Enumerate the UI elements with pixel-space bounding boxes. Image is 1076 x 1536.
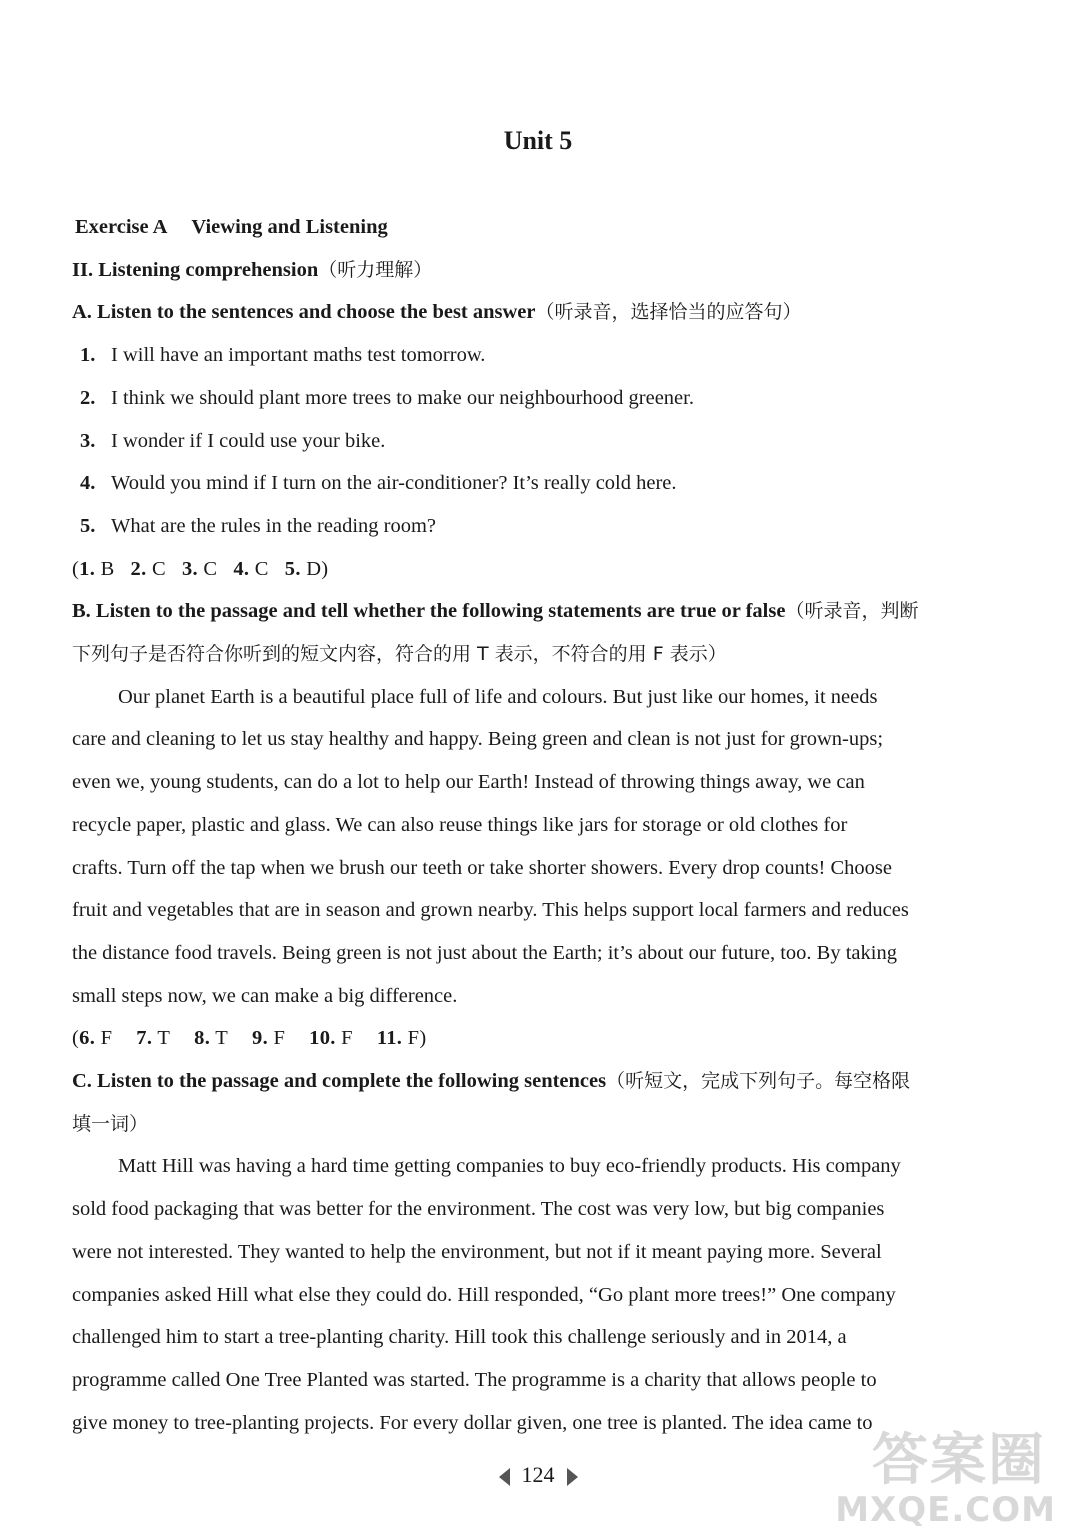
list-item	[72, 334, 1028, 377]
part-c-title: C. Listen to the passage and complete the following sentences	[72, 1070, 607, 1093]
exercise-label: Exercise A	[75, 216, 168, 238]
passage-line: fruit and vegetables that are in season and grown nearby. This helps support local farmers and reduces	[72, 899, 909, 922]
item-text: I wonder if I could use your bike.	[111, 429, 386, 452]
passage-line: were not interested. They wanted to help the environment, but not if it meant paying more. Several	[72, 1240, 882, 1263]
part-c-title-cn-1: （听短文，完成下列句子。每空格限	[606, 1070, 911, 1093]
list-item	[72, 377, 1028, 420]
part-b-passage	[72, 676, 1028, 1018]
part-b-title-cn-1: （听录音，判断	[785, 600, 919, 623]
passage-line: give money to tree-planting projects. For every dollar given, one tree is planted. The idea came to	[72, 1411, 873, 1434]
passage-line: the distance food travels. Being green is not just about the Earth; it’s about our future, too. By taking	[72, 941, 897, 964]
exercise-title: Viewing and Listening	[191, 216, 388, 238]
watermark-logo	[835, 1410, 1056, 1530]
part-a-answers: (1. B 2. C 3. C 4. C 5. D)	[72, 557, 329, 580]
part-c-title-cn-2: 填一词）	[72, 1112, 149, 1135]
passage-line: crafts. Turn off the tap when we brush our teeth or take shorter showers. Every drop counts! Choose	[72, 856, 893, 879]
prev-page-icon	[499, 1468, 510, 1486]
passage-line: recycle paper, plastic and glass. We can also reuse things like jars for storage or old clothes for	[72, 813, 848, 836]
list-item	[72, 505, 1028, 548]
exercise-heading	[72, 206, 1028, 249]
page-content	[72, 206, 1028, 1444]
passage-line: Matt Hill was having a hard time getting companies to buy eco-friendly products. His company	[118, 1155, 901, 1178]
part-a-title-cn: （听录音，选择恰当的应答句）	[535, 301, 802, 324]
passage-line: sold food packaging that was better for the environment. The cost was very low, but big companies	[72, 1198, 885, 1221]
passage-line: companies asked Hill what else they could do. Hill responded, “Go plant more trees!” One company	[72, 1283, 896, 1306]
passage-line: care and cleaning to let us stay healthy and happy. Being green and clean is not just for grown-ups;	[72, 728, 884, 751]
passage-line: small steps now, we can make a big difference.	[72, 984, 458, 1007]
page-number-text: 124	[521, 1462, 555, 1487]
item-number: 3.	[80, 429, 96, 452]
item-number: 5.	[80, 514, 96, 537]
item-number: 2.	[80, 386, 96, 409]
unit-title: Unit 5	[503, 126, 573, 155]
section-ii-title-cn: （听力理解）	[318, 258, 433, 281]
part-c-heading	[72, 1060, 1028, 1103]
item-number: 4.	[80, 472, 96, 495]
passage-line: even we, young students, can do a lot to help our Earth! Instead of throwing things away, we can	[72, 771, 865, 794]
item-number: 1.	[80, 344, 96, 367]
passage-line: programme called One Tree Planted was started. The programme is a charity that allows people to	[72, 1368, 877, 1391]
part-a-heading	[72, 291, 1028, 334]
part-b-heading	[72, 590, 1028, 633]
section-ii-title: II. Listening comprehension	[72, 258, 319, 281]
list-item	[72, 420, 1028, 463]
item-text: I will have an important maths test tomorrow.	[111, 344, 486, 367]
next-page-icon	[567, 1468, 578, 1486]
list-item	[72, 462, 1028, 505]
watermark-bottom: MXQE.COM	[835, 1490, 1056, 1530]
section-ii-heading	[72, 249, 1028, 292]
item-text: I think we should plant more trees to make our neighbourhood greener.	[111, 386, 694, 409]
passage-line: challenged him to start a tree-planting charity. Hill took this challenge seriously and in 2014, a	[72, 1326, 847, 1349]
part-b-title: B. Listen to the passage and tell whether the following statements are true or false	[72, 600, 786, 623]
passage-line: Our planet Earth is a beautiful place full of life and colours. But just like our homes, it needs	[118, 685, 878, 708]
watermark-top: 答案圈	[872, 1428, 1046, 1493]
part-a-title: A. Listen to the sentences and choose the best answer	[72, 301, 536, 324]
part-b-title-cn-2: 下列句子是否符合你听到的短文内容，符合的用 T 表示，不符合的用 F 表示）	[72, 643, 727, 666]
item-text: What are the rules in the reading room?	[111, 514, 437, 537]
part-c-passage	[72, 1145, 1028, 1444]
item-text: Would you mind if I turn on the air-conditioner? It’s really cold here.	[111, 472, 677, 495]
part-b-answers: (6. F 7. T 8. T 9. F 10. F 11. F)	[72, 1027, 427, 1050]
